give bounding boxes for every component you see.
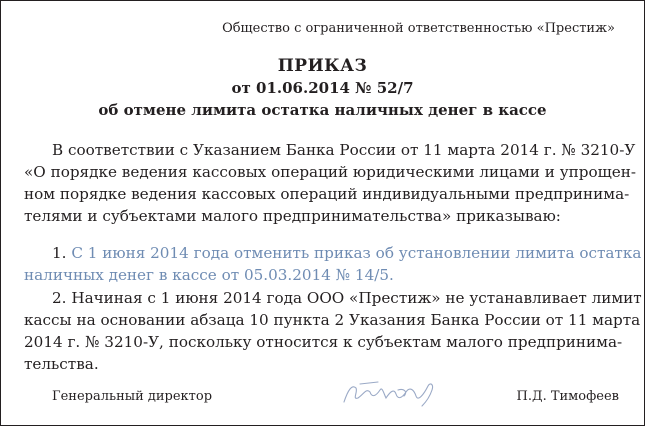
handwritten-signature — [338, 376, 448, 410]
item-1-line-1 — [24, 243, 642, 263]
item-2-line-1: 2. Начиная с 1 июня 2014 года ООО «Престиж» не устанавливает лимит — [52, 289, 642, 307]
signer-position: Генеральный директор — [52, 389, 213, 404]
preamble-line-2: «О порядке ведения кассовых операций юридическими лицами и упрощен- — [24, 163, 636, 181]
preamble-line-3: ном порядке ведения кассовых операций индивидуальными предпринима- — [24, 185, 630, 203]
preamble-line-1: В соответствии с Указанием Банка России от 11 марта 2014 г. № 3210-У — [52, 141, 636, 159]
signer-name: П.Д. Тимофеев — [516, 389, 619, 404]
item-1-text-2: наличных денег в кассе от 05.03.2014 № 14/5. — [24, 266, 394, 284]
order-date-number: от 01.06.2014 № 52/7 — [231, 79, 414, 97]
order-heading: ПРИКАЗ — [277, 56, 368, 76]
item-1-text-1: 1. С 1 июня 2014 года отменить приказ об установлении лимита остатка — [52, 244, 642, 262]
item-2-line-3: 2014 г. № 3210-У, поскольку относится к субъектам малого предпринима- — [24, 333, 623, 351]
preamble-line-4: телями и субъектами малого предпринимательства» приказываю: — [24, 207, 561, 225]
item-2-line-2: кассы на основании абзаца 10 пункта 2 Указания Банка России от 11 марта — [24, 311, 641, 329]
order-subject: об отмене лимита остатка наличных денег в кассе — [98, 101, 547, 119]
item-1-line-2 — [24, 265, 616, 285]
item-2-line-4: тельства. — [24, 355, 99, 373]
organization-name: Общество с ограниченной ответственностью «Престиж» — [222, 21, 615, 36]
